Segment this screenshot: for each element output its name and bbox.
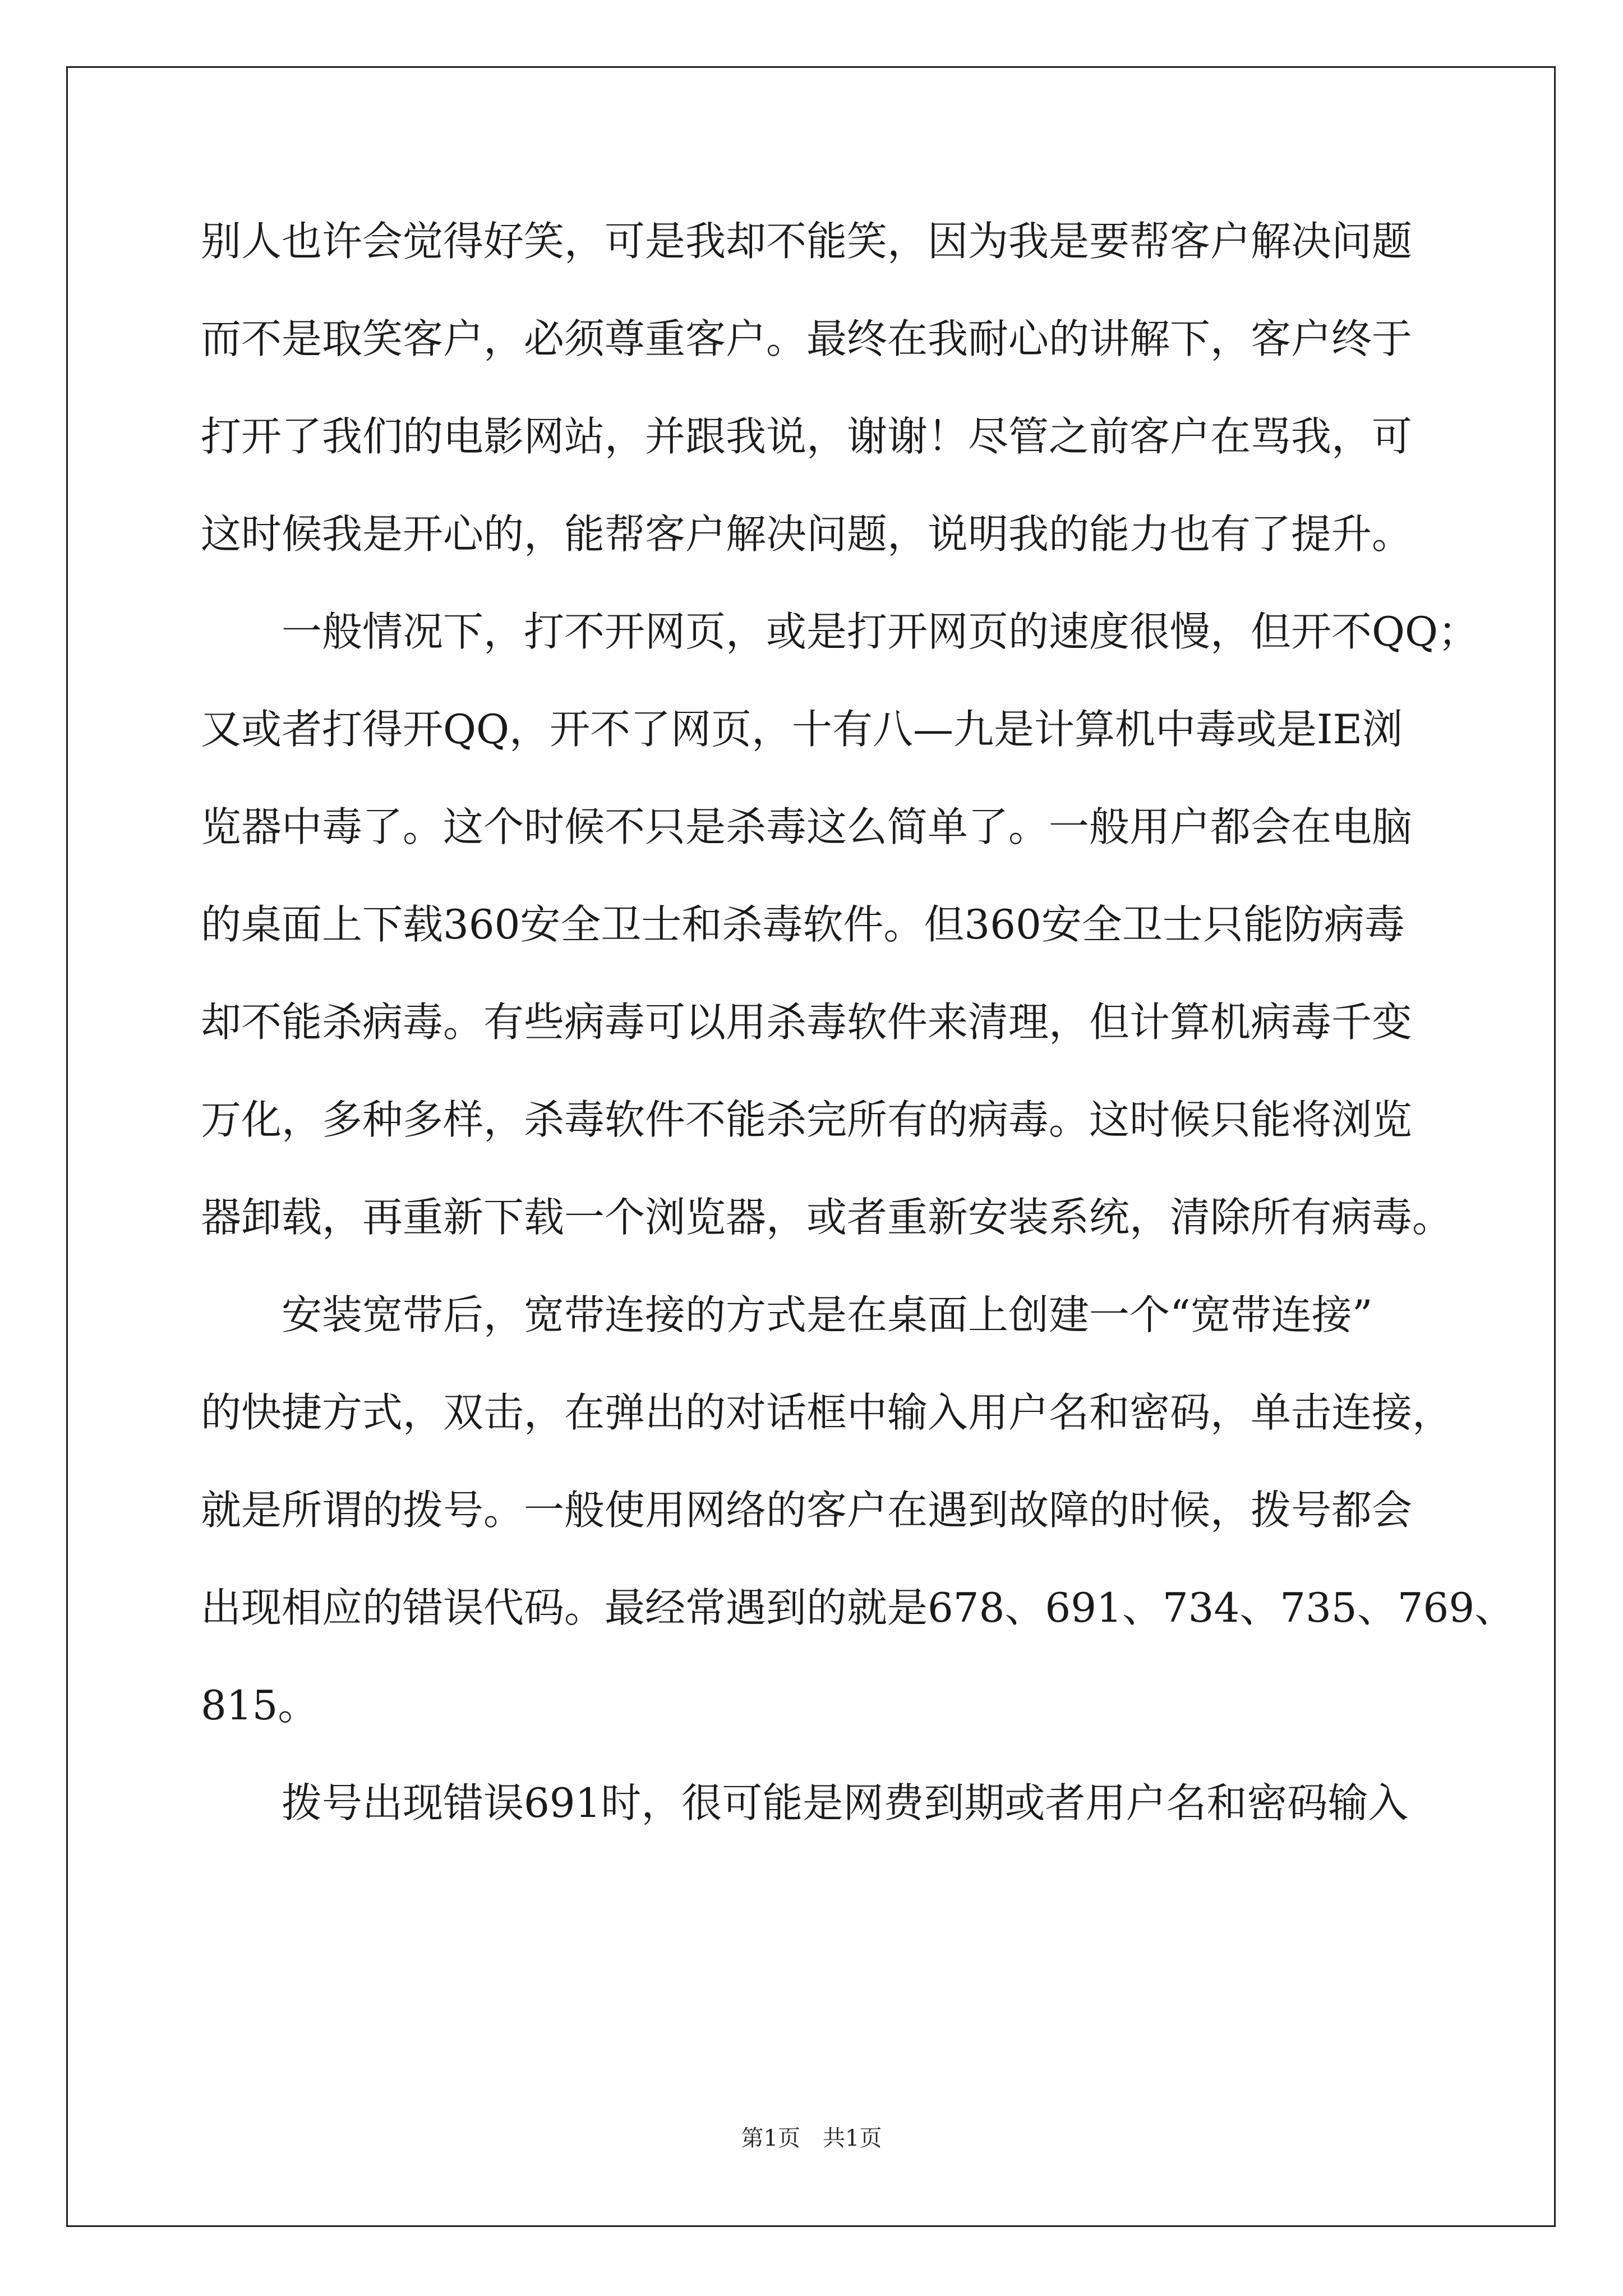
text-line: 的桌面上下载360安全卫士和杀毒软件。但360安全卫士只能防病毒 — [201, 901, 1405, 948]
paragraph-start-line: 拨号出现错误691时，很可能是网费到期或者用户名和密码输入 — [282, 1779, 1409, 1826]
text-line: 就是所谓的拨号。一般使用网络的客户在遇到故障的时候，拨号都会 — [201, 1487, 1413, 1534]
text-line: 出现相应的错误代码。最经常遇到的就是678、691、734、735、769、 — [201, 1584, 1515, 1631]
text-line: 万化，多种多样，杀毒软件不能杀完所有的病毒。这时候只能将浏览 — [201, 1096, 1413, 1143]
text-line: 又或者打得开QQ，开不了网页，十有八—九是计算机中毒或是IE浏 — [201, 706, 1403, 753]
page-number-footer: 第1页 共1页 — [741, 2125, 882, 2151]
text-line: 览器中毒了。这个时候不只是杀毒这么简单了。一般用户都会在电脑 — [201, 803, 1413, 850]
paragraph-start-line: 安装宽带后，宽带连接的方式是在桌面上创建一个“宽带连接” — [282, 1291, 1373, 1338]
text-line: 这时候我是开心的，能帮客户解决问题，说明我的能力也有了提升。 — [201, 510, 1413, 558]
text-line: 815。 — [201, 1682, 319, 1729]
paragraph-start-line: 一般情况下，打不开网页，或是打开网页的速度很慢，但开不QQ； — [282, 608, 1479, 655]
text-line: 却不能杀病毒。有些病毒可以用杀毒软件来清理，但计算机病毒千变 — [201, 999, 1413, 1046]
text-line: 而不是取笑客户，必须尊重客户。最终在我耐心的讲解下，客户终于 — [201, 315, 1413, 362]
text-line: 打开了我们的电影网站，并跟我说，谢谢！尽管之前客户在骂我，可 — [201, 413, 1413, 460]
text-line: 别人也许会觉得好笑，可是我却不能笑，因为我是要帮客户解决问题 — [201, 218, 1413, 265]
text-line: 的快捷方式，双击，在弹出的对话框中输入用户名和密码，单击连接， — [201, 1389, 1453, 1436]
text-line: 器卸载，再重新下载一个浏览器，或者重新安装系统，清除所有病毒。 — [201, 1194, 1453, 1241]
